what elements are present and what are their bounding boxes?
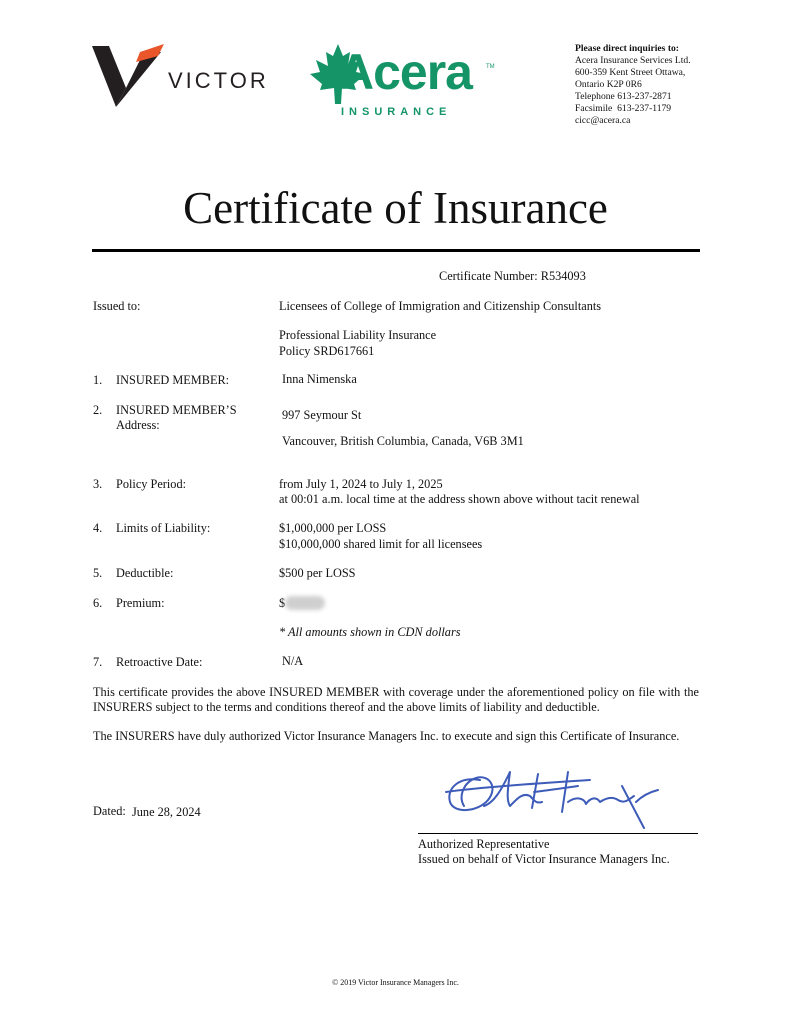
certificate-number-label: Certificate Number:	[439, 269, 538, 283]
signature-line	[418, 833, 698, 834]
certificate-number	[439, 269, 586, 284]
deductible-value: $500 per LOSS	[279, 566, 356, 580]
page-title: Certificate of Insurance	[183, 183, 608, 233]
contact-line: Facsimile 613-237-1179	[575, 103, 672, 114]
item-number: 5.	[93, 566, 103, 580]
acera-tm: TM	[486, 64, 495, 70]
acera-logo	[308, 42, 498, 122]
title-divider	[92, 249, 700, 252]
premium-currency: $	[279, 596, 286, 610]
limits-label: Limits of Liability:	[116, 521, 211, 535]
item-number: 1.	[93, 373, 103, 387]
premium-label: Premium:	[116, 596, 165, 610]
acera-wordmark: Acera	[338, 44, 472, 100]
signatory-behalf: Issued on behalf of Victor Insurance Managers Inc.	[418, 852, 670, 866]
item-number: 3.	[93, 477, 103, 491]
address-city: Vancouver, British Columbia, Canada, V6B 3M1	[282, 434, 524, 448]
policy-period-time: at 00:01 a.m. local time at the address shown above without tacit renewal	[279, 492, 640, 506]
contact-heading: Please direct inquiries to:	[575, 43, 680, 54]
policy-number: Policy SRD617661	[279, 344, 375, 358]
contact-email: cicc@acera.ca	[575, 115, 631, 126]
contact-line: Acera Insurance Services Ltd.	[575, 55, 691, 66]
insured-member-value: Inna Nimenska	[282, 372, 357, 386]
contact-line: Ontario K2P 0R6	[575, 79, 642, 90]
coverage-type: Professional Liability Insurance	[279, 328, 437, 342]
address-label-line2: Address:	[116, 418, 160, 432]
limit-per-loss: $1,000,000 per LOSS	[279, 521, 387, 535]
deductible-label: Deductible:	[116, 566, 174, 580]
dated-value: June 28, 2024	[132, 805, 201, 819]
victor-wordmark: VICTOR	[168, 68, 269, 93]
policy-period-label: Policy Period:	[116, 477, 187, 491]
retroactive-label: Retroactive Date:	[116, 655, 203, 669]
issued-to-value: Licensees of College of Immigration and Citizenship Consultants	[279, 299, 602, 313]
retroactive-value: N/A	[282, 654, 304, 668]
contact-line: 600-359 Kent Street Ottawa,	[575, 67, 686, 78]
contact-line: Telephone 613-237-2871	[575, 91, 672, 102]
signatory-title: Authorized Representative	[418, 837, 550, 851]
issued-to-label: Issued to:	[93, 299, 141, 313]
policy-period-dates: from July 1, 2024 to July 1, 2025	[279, 477, 443, 491]
item-number: 2.	[93, 403, 103, 417]
item-number: 4.	[93, 521, 103, 535]
insured-member-label: INSURED MEMBER:	[116, 373, 230, 387]
dated-label: Dated:	[93, 804, 126, 818]
authorization-paragraph: The INSURERS have duly authorized Victor Insurance Managers Inc. to execute and sign this Certificate of Insurance.	[93, 729, 680, 743]
contact-block	[575, 43, 691, 127]
certificate-number-value: R534093	[540, 269, 586, 283]
coverage-paragraph: This certificate provides the above INSURED MEMBER with coverage under the aforementioned policy on file with the INSURERS subject to the terms and conditions thereof and the above limits of liability and deductible.	[93, 685, 699, 714]
currency-note: * All amounts shown in CDN dollars	[279, 625, 461, 639]
item-number: 7.	[93, 655, 103, 669]
address-street: 997 Seymour St	[282, 408, 362, 422]
item-number: 6.	[93, 596, 103, 610]
victor-logo	[92, 44, 272, 108]
copyright-footer: © 2019 Victor Insurance Managers Inc.	[332, 978, 459, 987]
acera-insurance-label: INSURANCE	[341, 106, 452, 118]
signature-image	[440, 762, 670, 840]
limit-shared: $10,000,000 shared limit for all licensees	[279, 537, 483, 551]
address-label: INSURED MEMBER’S	[116, 403, 237, 417]
redacted-premium	[285, 596, 325, 610]
